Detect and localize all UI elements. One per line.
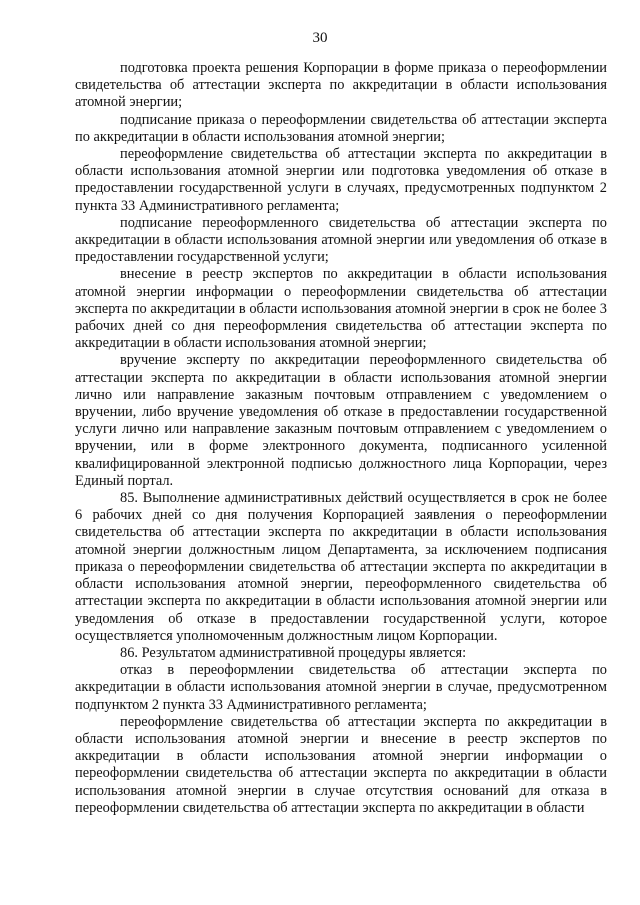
paragraph: переоформление свидетельства об аттестации эксперта по аккредитации в области использования атомной энергии и внесение в реестр экспертов по аккредитации в области использования атомной энергии информации о переоформлении свидетельства об аттестации эксперта по аккредитации в области использования атомной энергии в случае отсутствия оснований для отказа в переоформлении свидетельства об аттестации эксперта по аккредитации в области xyxy=(75,713,607,816)
body-text xyxy=(75,60,607,817)
page-number: 30 xyxy=(312,30,328,46)
paragraph: подписание приказа о переоформлении свидетельства об аттестации эксперта по аккредитации в области использования атомной энергии; xyxy=(75,111,607,145)
paragraph: подписание переоформленного свидетельства об аттестации эксперта по аккредитации в области использования атомной энергии или уведомления об отказе в предоставлении государственной услуги; xyxy=(75,214,607,266)
paragraph: 86. Результатом административной процедуры является: xyxy=(120,644,467,661)
paragraph: отказ в переоформлении свидетельства об аттестации эксперта по аккредитации в области использования атомной энергии в случае, предусмотренном подпунктом 2 пункта 33 Административного регламента; xyxy=(75,662,607,713)
paragraph: подготовка проекта решения Корпорации в форме приказа о переоформлении свидетельства об аттестации эксперта по аккредитации в области использования атомной энергии; xyxy=(75,60,607,111)
paragraph: переоформление свидетельства об аттестации эксперта по аккредитации в области использования атомной энергии или подготовка уведомления об отказе в предоставлении государственной услуги в случаях, предусмотренных подпунктом 2 пункта 33 Административного регламента; xyxy=(75,146,607,214)
paragraph: 85. Выполнение административных действий осуществляется в срок не более 6 рабочих дней со дня получения Корпорацией заявления о переоформлении свидетельства об аттестации эксперта по аккредитации в области использования атомной энергии должностным лицом Департамента, за исключением подписания приказа о переоформлении свидетельства об аттестации эксперта по аккредитации в области использования атомной энергии, переоформленного свидетельства об аттестации эксперта по аккредитации в области использования атомной энергии или уведомления об отказе в предоставлении государственной услуги, которое осуществляется уполномоченным должностным лицом Корпорации. xyxy=(75,490,607,644)
paragraph: вручение эксперту по аккредитации переоформленного свидетельства об аттестации эксперта по аккредитации в области использования атомной энергии лично или направление заказным почтовым отправлением с уведомлением о вручении, либо вручение уведомления об отказе в предоставлении государственной услуги лично или направление заказным почтовым отправлением с уведомлением о вручении, или в форме электронного документа, подписанного усиленной квалифицированной электронной подписью должностного лица Корпорации, через Единый портал. xyxy=(75,352,607,489)
paragraph: внесение в реестр экспертов по аккредитации в области использования атомной энергии информации о переоформлении свидетельства об аттестации эксперта по аккредитации в области использования атомной энергии в срок не более 3 рабочих дней со дня переоформления свидетельства об аттестации эксперта по аккредитации в области использования атомной энергии; xyxy=(75,266,607,352)
